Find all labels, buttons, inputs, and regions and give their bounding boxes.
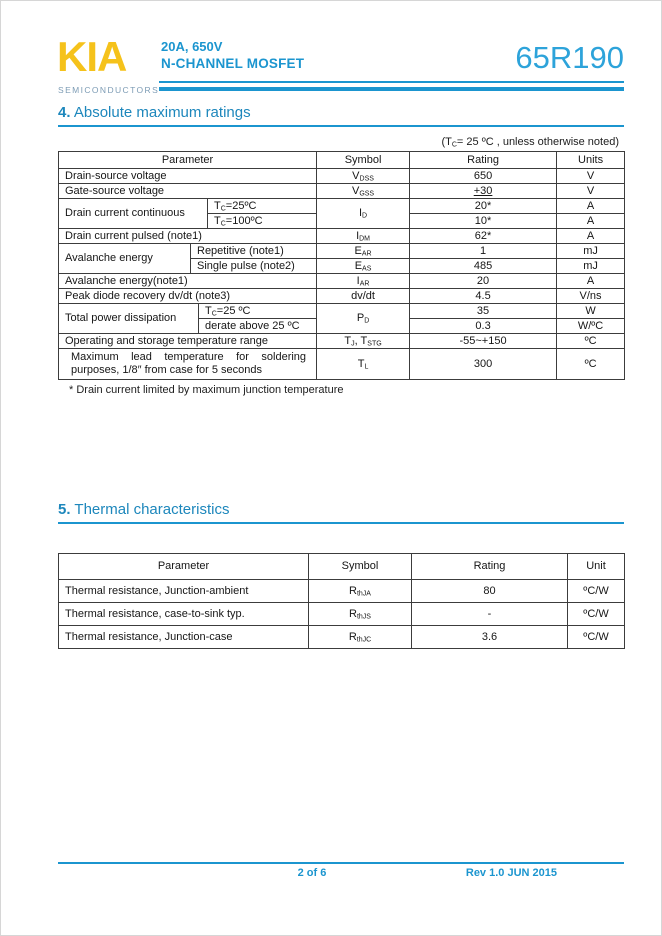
rating-cell: 0.3 xyxy=(410,319,557,334)
part-number: 65R190 xyxy=(515,40,624,75)
symbol-cell: $P_D$ xyxy=(317,304,410,334)
rating-cell: 650 xyxy=(410,169,557,184)
param-cell: Gate-source voltage xyxy=(59,184,317,199)
absolute-maximum-ratings-table xyxy=(58,151,625,380)
unit-cell: A xyxy=(557,229,625,244)
param-cell: Avalanche energy(note1) xyxy=(59,274,317,289)
unit-cell: mJ xyxy=(557,244,625,259)
symbol-cell: $R_{thJS}$ xyxy=(309,603,412,626)
section-5-number: 5. xyxy=(58,501,71,518)
param-line-1: Maximum lead temperature for soldering xyxy=(71,351,307,363)
rating-cell: 4.5 xyxy=(410,289,557,304)
symbol-cell: $E_{AR}$ xyxy=(317,244,410,259)
unit-cell: V xyxy=(557,184,625,199)
condition-cell: Repetitive (note1) xyxy=(191,244,317,259)
unit-cell: V xyxy=(557,169,625,184)
unit-cell: mJ xyxy=(557,259,625,274)
rating-cell: 35 xyxy=(410,304,557,319)
unit-cell: ºC xyxy=(557,334,625,349)
table-row xyxy=(59,169,625,184)
param-cell: Operating and storage temperature range xyxy=(59,334,317,349)
page-number: 2 of 6 xyxy=(297,867,327,879)
table-row xyxy=(59,244,625,259)
unit-cell: ºC/W xyxy=(568,580,625,603)
table-row xyxy=(59,229,625,244)
header-rule-thick xyxy=(159,87,624,91)
condition-cell: derate above 25 ºC xyxy=(199,319,317,334)
header-parameter: Parameter xyxy=(59,152,317,169)
unit-cell: A xyxy=(557,199,625,214)
rating-cell: 1 xyxy=(410,244,557,259)
rating-cell: 3.6 xyxy=(412,626,568,649)
revision-label: Rev 1.0 JUN 2015 xyxy=(465,867,557,879)
condition-note: ($T_C= 25$ ºC , unless otherwise noted) xyxy=(441,136,619,149)
table-row xyxy=(59,184,625,199)
section-5-underline xyxy=(58,522,624,524)
section-4-heading xyxy=(58,104,251,121)
thermal-characteristics-table xyxy=(58,553,625,649)
param-cell: Drain current pulsed (note1) xyxy=(59,229,317,244)
device-spec xyxy=(161,39,304,72)
symbol-cell: $I_{DM}$ xyxy=(317,229,410,244)
unit-cell: ºC/W xyxy=(568,603,625,626)
symbol-cell: $I_{AR}$ xyxy=(317,274,410,289)
section-4-number: 4. xyxy=(58,104,71,121)
param-cell: Thermal resistance, case-to-sink typ. xyxy=(59,603,309,626)
unit-cell: A xyxy=(557,274,625,289)
rating-cell: 300 xyxy=(410,349,557,380)
table-row xyxy=(59,626,625,649)
symbol-cell: $R_{thJA}$ xyxy=(309,580,412,603)
unit-cell: A xyxy=(557,214,625,229)
table-row xyxy=(59,289,625,304)
table-row xyxy=(59,199,625,214)
plus-minus-rating: +30 xyxy=(473,184,493,197)
header-rule-thin xyxy=(159,81,624,83)
rating-cell: - xyxy=(412,603,568,626)
param-cell: Total power dissipation xyxy=(59,304,199,334)
header-symbol: Symbol xyxy=(309,554,412,580)
header-symbol: Symbol xyxy=(317,152,410,169)
condition-cell: $T_C=100ºC$ xyxy=(208,214,317,229)
kia-logo: KIA xyxy=(57,33,127,80)
unit-cell: W/ºC xyxy=(557,319,625,334)
device-type-line: N-CHANNEL MOSFET xyxy=(161,56,305,71)
symbol-cell: $E_{AS}$ xyxy=(317,259,410,274)
param-line-2: purposes, 1/8″ from case for 5 seconds xyxy=(71,364,262,376)
unit-cell: ºC xyxy=(557,349,625,380)
section-5-heading xyxy=(58,501,229,518)
rating-cell: -55~+150 xyxy=(410,334,557,349)
unit-cell: ºC/W xyxy=(568,626,625,649)
table-row xyxy=(59,274,625,289)
param-cell xyxy=(59,349,317,380)
unit-cell: V/ns xyxy=(557,289,625,304)
symbol-cell: $T_J$, $T_{STG}$ xyxy=(317,334,410,349)
param-cell: Drain-source voltage xyxy=(59,169,317,184)
table-row xyxy=(59,580,625,603)
symbol-cell: $V_{GSS}$ xyxy=(317,184,410,199)
unit-cell: W xyxy=(557,304,625,319)
header-parameter: Parameter xyxy=(59,554,309,580)
table-row xyxy=(59,349,625,380)
device-rating-line: 20A, 650V xyxy=(161,39,223,54)
logo-subtitle: SEMICONDUCTORS xyxy=(58,85,160,95)
param-cell: Thermal resistance, Junction-ambient xyxy=(59,580,309,603)
header-unit: Unit xyxy=(568,554,625,580)
symbol-cell: $R_{thJC}$ xyxy=(309,626,412,649)
section-4-title: Absolute maximum ratings xyxy=(70,104,251,121)
table-header-row xyxy=(59,554,625,580)
rating-cell: 10* xyxy=(410,214,557,229)
header-rating: Rating xyxy=(412,554,568,580)
table-row xyxy=(59,603,625,626)
condition-cell: $T_C=25ºC$ xyxy=(208,199,317,214)
table-header-row xyxy=(59,152,625,169)
table-footnote: * Drain current limited by maximum junction temperature xyxy=(69,384,344,396)
footer-rule xyxy=(58,862,624,864)
section-4-underline xyxy=(58,125,624,127)
header-units: Units xyxy=(557,152,625,169)
rating-cell: 80 xyxy=(412,580,568,603)
rating-cell xyxy=(410,184,557,199)
param-cell: Thermal resistance, Junction-case xyxy=(59,626,309,649)
table-row xyxy=(59,334,625,349)
param-cell: Peak diode recovery dv/dt (note3) xyxy=(59,289,317,304)
rating-cell: 20 xyxy=(410,274,557,289)
param-cell: Drain current continuous xyxy=(59,199,208,229)
symbol-cell: $V_{DSS}$ xyxy=(317,169,410,184)
condition-cell: Single pulse (note2) xyxy=(191,259,317,274)
rating-cell: 20* xyxy=(410,199,557,214)
rating-cell: 485 xyxy=(410,259,557,274)
header-rating: Rating xyxy=(410,152,557,169)
rating-cell: 62* xyxy=(410,229,557,244)
symbol-cell: $T_L$ xyxy=(317,349,410,380)
symbol-cell: dv/dt xyxy=(317,289,410,304)
table-row xyxy=(59,304,625,319)
section-5-title: Thermal characteristics xyxy=(70,501,230,518)
param-cell: Avalanche energy xyxy=(59,244,191,274)
condition-cell: $T_C=25$ ºC xyxy=(199,304,317,319)
symbol-cell: $I_D$ xyxy=(317,199,410,229)
